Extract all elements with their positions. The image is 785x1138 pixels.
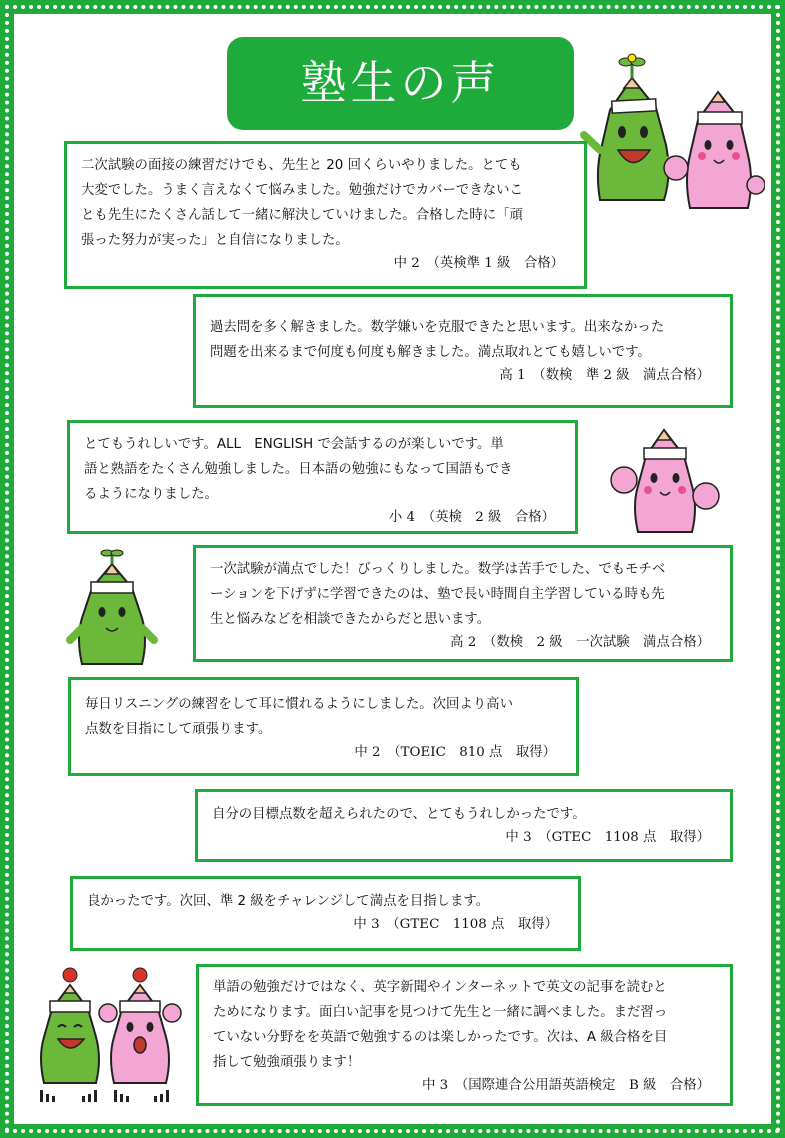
testimonial-text: とてもうれしいです。ALL ENGLISH で会話するのが楽しいです。単 語と熟語をたくさん勉強しました。日本語の勉強にもなって国語もでき るようになりました。	[84, 437, 513, 502]
pink-pencil-mascot-icon	[664, 92, 765, 208]
pink-pencil-mascot-icon	[604, 416, 724, 536]
testimonial-text: 毎日リスニングの練習をして耳に慣れるようにしました。次回より高い 点数を目指にして頑張ります。	[85, 697, 513, 737]
green-pencil-mascot-icon	[41, 968, 99, 1083]
pink-pencil-mascot-icon	[99, 968, 181, 1083]
green-pencil-mascot-icon	[584, 54, 680, 200]
testimonial-meta: 小 4 （英検 2 級 合格）	[388, 510, 555, 525]
testimonial-meta: 中 3 （GTEC 1108 点 取得）	[353, 917, 558, 932]
testimonial-text: 良かったです。次回、準 2 級をチャレンジして満点を目指します。	[87, 894, 490, 909]
page-title: 塾生の声	[227, 37, 574, 130]
testimonial-text: 単語の勉強だけではなく、英字新聞やインターネットで英文の記事を読むと ためになります。面白い記事を見つけて先生と一緒に調べました。まだ習っ ていない分野をを英語で勉強するのは楽しかったです。次は、A 級合格を目 指して勉強頑張ります！	[213, 980, 668, 1070]
testimonial-meta: 中 2 （TOEIC 810 点 取得）	[354, 745, 556, 760]
testimonial-card	[196, 964, 733, 1106]
testimonial-text: 一次試験が満点でした！びっくりしました。数学は苦手でした、でもモチベ ーションを下げずに学習できたのは、塾で長い時間自主学習している時も先 生と悩みなどを相談できたからだと思います。	[210, 562, 666, 627]
testimonial-text: 過去問を多く解きました。数学嫌いを克服できたと思います。出来なかった 問題を出来るまで何度も何度も解きました。満点取れとても嬉しいです。	[210, 320, 665, 360]
testimonial-card	[70, 876, 581, 951]
testimonial-meta: 中 3 （国際連合公用語英語検定 B 級 合格）	[422, 1078, 710, 1093]
testimonial-card	[67, 420, 578, 534]
testimonial-text: 二次試験の面接の練習だけでも、先生と 20 回くらいやりました。とても 大変でした。うまく言えなくて悩みました。勉強だけでカバーできないこ とも先生にたくさん話して一緒に解決していけました。合格した時に「頑 張った努力が実った」と自信になりました。	[81, 158, 523, 248]
testimonial-meta: 中 2 （英検準 1 級 合格）	[393, 256, 564, 271]
testimonial-meta: 中 3 （GTEC 1108 点 取得）	[505, 830, 710, 845]
testimonial-card	[68, 677, 579, 776]
testimonial-meta: 高 1 （数検 準 2 級 満点合格）	[499, 368, 710, 383]
testimonial-card	[64, 141, 587, 289]
testimonial-card	[193, 545, 733, 662]
green-pencil-mascot-icon	[62, 548, 162, 668]
mascot-pair-bottom-icon	[30, 965, 190, 1105]
testimonial-meta: 高 2 （数検 2 級 一次試験 満点合格）	[450, 635, 710, 650]
sound-wave-icon	[40, 1090, 169, 1102]
testimonial-card	[195, 789, 733, 862]
mascot-pair-top-icon	[580, 50, 765, 215]
testimonial-text: 自分の目標点数を超えられたので、とてもうれしかったです。	[212, 807, 586, 822]
testimonial-card	[193, 294, 733, 408]
